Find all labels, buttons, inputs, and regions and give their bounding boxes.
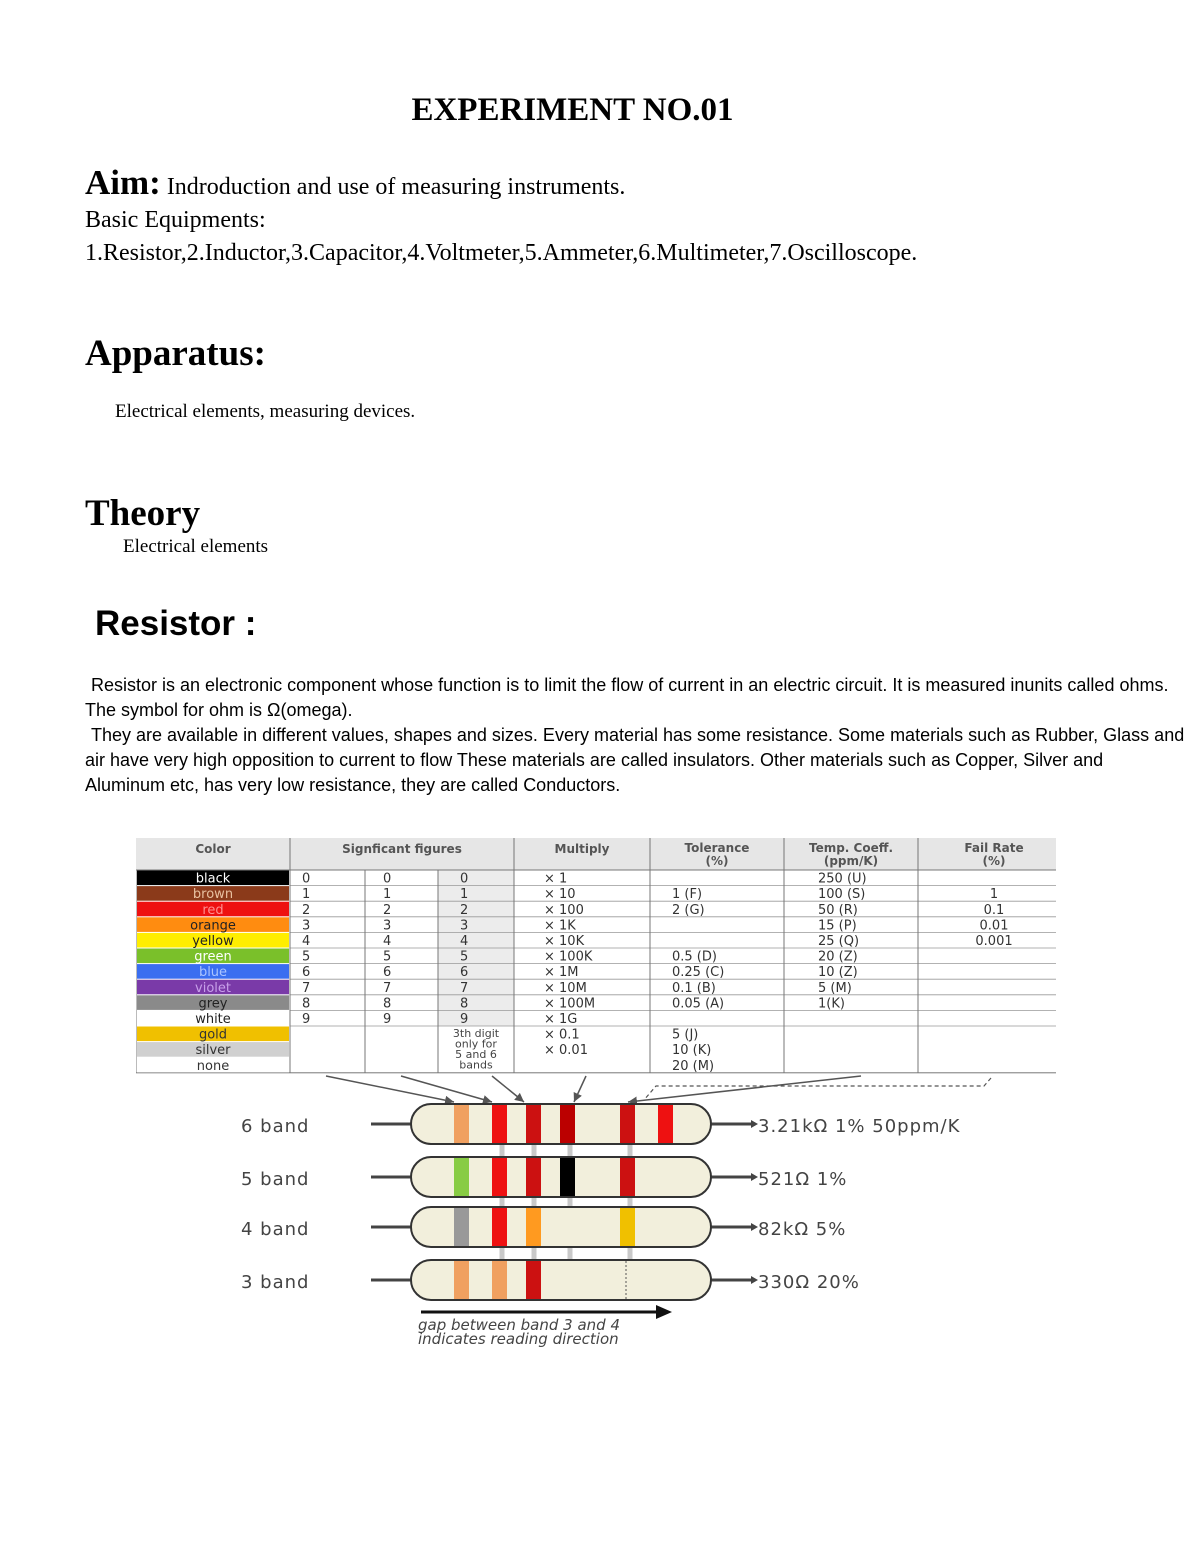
apparatus-text: Electrical elements, measuring devices. <box>115 401 416 422</box>
table-cell: 250 (U) <box>818 871 867 887</box>
color-name-gold: gold <box>198 1027 228 1043</box>
table-cell: 1(K) <box>818 996 845 1012</box>
table-cell: 5 (M) <box>818 980 852 996</box>
resistor-band <box>526 1261 541 1299</box>
resistor-band <box>492 1105 507 1143</box>
table-cell: 25 (Q) <box>818 934 860 949</box>
resistor-band <box>658 1105 673 1143</box>
table-cell: 9 <box>460 1012 469 1027</box>
table-cell: × 100M <box>544 996 596 1012</box>
table-cell: 0 <box>460 871 469 887</box>
table-header-8: (%) <box>982 854 1006 868</box>
table-cell: 6 <box>302 965 311 981</box>
color-name-black: black <box>195 871 231 887</box>
table-to-band-arrow <box>574 1076 586 1102</box>
resistor-band <box>492 1261 507 1299</box>
lead-arrow <box>751 1276 758 1284</box>
third-digit-note-line: 5 and 6 <box>455 1048 497 1061</box>
third-digit-note-line: only for <box>455 1037 497 1051</box>
table-cell: 9 <box>383 1012 392 1027</box>
aim-text: Indroduction and use of measuring instruments. <box>166 174 626 200</box>
lead-arrow <box>751 1120 758 1128</box>
table-cell: 5 <box>302 949 311 965</box>
table-cell: 100 (S) <box>818 887 866 903</box>
table-cell: 20 (M) <box>672 1058 715 1074</box>
table-cell: 50 (R) <box>818 902 858 918</box>
table-cell: 6 <box>460 965 469 981</box>
resistor-band <box>526 1208 541 1246</box>
table-cell: × 100K <box>544 949 593 965</box>
table-header-7: Fail Rate <box>964 841 1024 855</box>
color-name-none: none <box>196 1058 230 1074</box>
table-cell: 0.001 <box>975 934 1013 949</box>
table-cell: 2 <box>460 902 469 918</box>
apparatus-heading: Apparatus: <box>85 333 266 374</box>
third-digit-note-line: 3th digit <box>452 1027 500 1040</box>
table-to-band-arrow <box>492 1076 524 1102</box>
table-cell: 7 <box>383 980 392 996</box>
table-cell: 0.1 (B) <box>672 980 716 996</box>
resistor-4-band <box>241 1207 846 1247</box>
resistor-color-code-figure <box>136 838 1056 1353</box>
color-name-silver: silver <box>195 1043 231 1059</box>
resistor-band <box>620 1105 635 1143</box>
table-cell: 9 <box>302 1012 311 1027</box>
resistor-band <box>454 1158 469 1196</box>
reading-direction-text: gap between band 3 and 4 <box>418 1316 620 1334</box>
table-header-5: Temp. Coeff. <box>808 841 894 855</box>
resistor-band <box>492 1208 507 1246</box>
table-cell: 0.25 (C) <box>672 965 725 981</box>
table-cell: 1 <box>989 887 999 903</box>
resistor-band <box>560 1158 575 1196</box>
table-cell: 4 <box>460 934 469 949</box>
table-cell: 0 <box>383 871 392 887</box>
equipments-label: Basic Equipments: <box>85 207 266 233</box>
resistor-band <box>620 1158 635 1196</box>
resistor-band-label: 4 band <box>241 1219 310 1240</box>
reading-direction-arrowhead <box>656 1305 672 1319</box>
table-cell: 5 (J) <box>672 1027 699 1043</box>
table-cell: 0.01 <box>979 918 1009 934</box>
table-cell: 0.5 (D) <box>672 949 717 965</box>
table-cell: × 10K <box>544 934 585 949</box>
resistor-5-band <box>241 1157 847 1197</box>
resistor-paragraph-1: Resistor is an electronic component whose function is to limit the flow of current in an electric circuit. It is measured inunits called ohms. The symbol for ohm is Ω(omega). <box>85 675 1169 720</box>
resistor-3-band <box>241 1260 860 1300</box>
resistor-band-label: 6 band <box>241 1116 310 1137</box>
table-cell: 3 <box>302 918 311 934</box>
table-header-1: Signficant figures <box>342 842 462 856</box>
table-cell: 20 (Z) <box>818 949 858 965</box>
table-cell: 0 <box>302 871 311 887</box>
color-name-violet: violet <box>195 980 231 996</box>
color-name-brown: brown <box>192 887 234 903</box>
table-cell: 2 <box>383 902 392 918</box>
equipments-list: 1.Resistor,2.Inductor,3.Capacitor,4.Voltmeter,5.Ammeter,6.Multimeter,7.Oscilloscope. <box>85 240 918 266</box>
resistor-band <box>492 1158 507 1196</box>
table-cell: 1 <box>460 887 469 903</box>
table-cell: 5 <box>383 949 392 965</box>
resistor-band <box>454 1105 469 1143</box>
lead-arrow <box>751 1223 758 1231</box>
table-cell: × 1G <box>544 1012 578 1027</box>
table-cell: 1 (F) <box>672 887 703 903</box>
table-cell: 10 (K) <box>672 1043 712 1059</box>
table-cell: × 1 <box>544 871 568 887</box>
resistor-value: 330Ω 20% <box>758 1272 860 1293</box>
table-cell: 8 <box>460 996 469 1012</box>
table-header-6: (ppm/K) <box>823 854 879 868</box>
theory-heading: Theory <box>85 493 201 534</box>
color-name-yellow: yellow <box>192 934 234 949</box>
resistor-description <box>85 673 1185 798</box>
table-cell: 5 <box>460 949 469 965</box>
resistor-band <box>560 1105 575 1143</box>
table-cell: 8 <box>302 996 311 1012</box>
table-cell: 1 <box>302 887 311 903</box>
table-cell: 2 (G) <box>672 902 705 918</box>
third-digit-note-line: bands <box>459 1058 493 1072</box>
table-cell: 7 <box>460 980 469 996</box>
table-header-0: Color <box>195 842 231 856</box>
resistor-band <box>526 1105 541 1143</box>
theory-text: Electrical elements <box>123 536 269 557</box>
table-to-band-arrow <box>326 1076 454 1102</box>
table-cell: × 10 <box>544 887 576 903</box>
table-cell: × 1M <box>544 965 579 981</box>
resistor-band <box>620 1208 635 1246</box>
aim-label: Aim: <box>85 163 161 202</box>
table-cell: 3 <box>383 918 392 934</box>
table-cell: × 0.01 <box>544 1043 588 1059</box>
color-name-blue: blue <box>198 965 228 981</box>
reading-direction-text: indicates reading direction <box>418 1330 619 1348</box>
table-cell: 7 <box>302 980 311 996</box>
table-to-band-arrow <box>628 1076 861 1102</box>
resistor-value: 82kΩ 5% <box>758 1219 847 1240</box>
resistor-band <box>526 1158 541 1196</box>
table-header-3: Tolerance <box>684 841 750 855</box>
table-cell: 0.05 (A) <box>672 996 725 1012</box>
resistor-6-band <box>241 1104 961 1144</box>
resistor-band-label: 3 band <box>241 1272 310 1293</box>
table-cell: 4 <box>383 934 392 949</box>
aim-line <box>85 163 625 203</box>
reading-direction <box>418 1305 672 1348</box>
table-header-4: (%) <box>705 854 729 868</box>
color-name-white: white <box>195 1012 231 1027</box>
resistor-value: 3.21kΩ 1% 50ppm/K <box>758 1116 961 1137</box>
table-cell: 4 <box>302 934 311 949</box>
table-cell: × 10M <box>544 980 587 996</box>
table-cell: × 0.1 <box>544 1027 580 1043</box>
color-name-green: green <box>194 949 232 965</box>
resistor-band-label: 5 band <box>241 1169 310 1190</box>
lead-arrow <box>751 1173 758 1181</box>
resistor-band-examples <box>241 1104 961 1300</box>
page-title: EXPERIMENT NO.01 <box>411 92 734 128</box>
pointer-arrows <box>326 1076 991 1102</box>
resistor-value: 521Ω 1% <box>758 1169 848 1190</box>
table-cell: 6 <box>383 965 392 981</box>
color-name-red: red <box>202 902 224 918</box>
table-cell: × 1K <box>544 918 576 934</box>
resistor-heading: Resistor : <box>95 604 257 643</box>
table-header-2: Multiply <box>554 842 610 856</box>
table-to-band-arrow <box>401 1076 492 1102</box>
table-cell: 0.1 <box>983 902 1005 918</box>
table-cell: 8 <box>383 996 392 1012</box>
table-cell: × 100 <box>544 902 584 918</box>
color-name-orange: orange <box>190 918 236 934</box>
color-name-grey: grey <box>198 996 228 1012</box>
resistor-band <box>454 1261 469 1299</box>
table-cell: 1 <box>383 887 392 903</box>
table-cell: 15 (P) <box>818 918 857 934</box>
color-code-table <box>136 838 1056 1074</box>
resistor-band <box>454 1208 469 1246</box>
table-cell: 3 <box>460 918 469 934</box>
table-cell: 2 <box>302 902 311 918</box>
table-cell: 10 (Z) <box>818 965 858 981</box>
resistor-paragraph-2: They are available in different values, shapes and sizes. Every material has some resistance. Some materials such as Rubber, Glass and air have very high opposition to current to flow These materials are called insulators. Other materials such as Copper, Silver and Aluminum etc, has very low resistance, they are called Conductors. <box>85 725 1185 795</box>
